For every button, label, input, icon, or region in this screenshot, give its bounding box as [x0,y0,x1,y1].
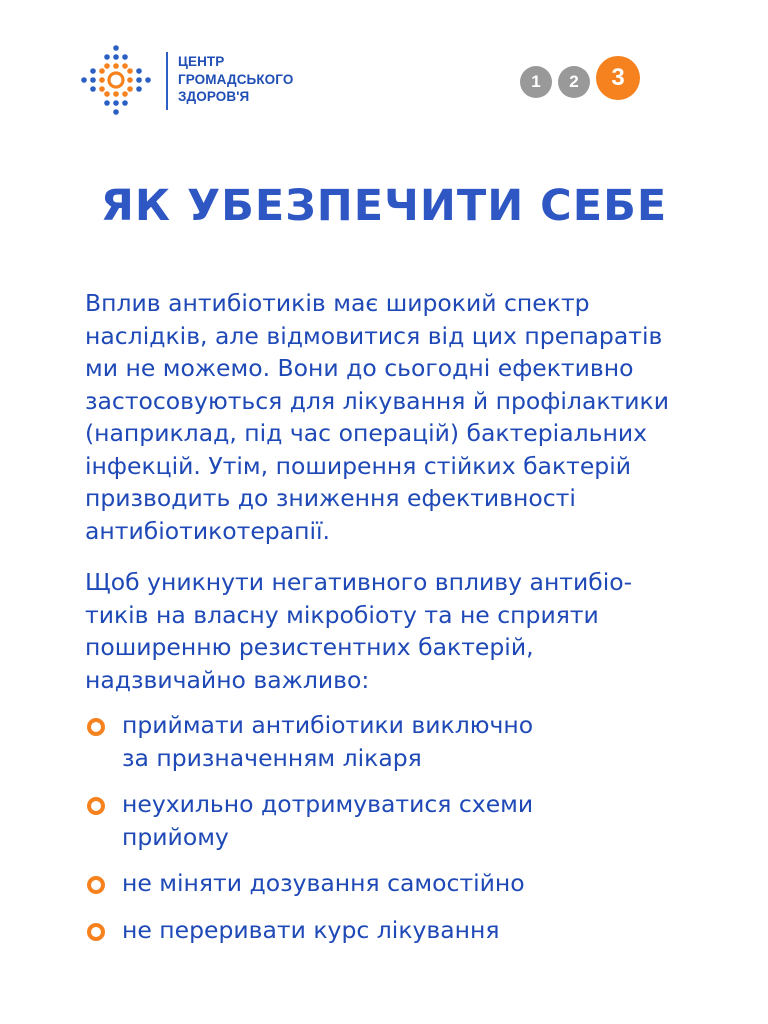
logo-org-name [178,53,308,106]
list-item [85,788,725,853]
list-item [85,914,725,947]
paragraph-line: інфекцій. Утім, поширення стійких бактерій [85,451,632,480]
paragraph-line: (наприклад, під час операцій) бактеріальних [85,419,648,447]
page-title: ЯК УБЕЗПЕЧИТИ СЕБЕ [100,181,668,231]
step-1-badge: 1 [520,66,552,98]
paragraph-line: наслідків, але відмовитися від цих препаратів [85,321,663,350]
advice-paragraph [85,566,725,696]
list-item-line: неухильно дотримуватися схеми [122,790,534,818]
paragraph-line: призводить до зниження ефективності [85,484,576,512]
logo-org-name-line: ЗДОРОВ'Я [178,89,250,104]
list-item [85,867,725,900]
paragraph-line: ми не можемо. Вони до сьогодні ефективно [85,354,634,382]
paragraph-line: надзвичайно важливо: [85,665,370,694]
paragraph-line: тиків на власну мікробіоту та не сприяти [85,600,599,629]
logo-divider [166,52,168,110]
step-2-badge: 2 [558,66,590,98]
list-item-line: приймати антибіотики виключно [122,711,534,739]
orange-ring-bullet-icon [87,876,105,894]
orange-ring-bullet-icon [87,718,105,736]
logo [80,44,300,114]
step-3-badge-active: 3 [596,56,640,100]
list-item-line: прийому [122,822,229,851]
paragraph-line: поширенню резистентних бактерій, [85,633,534,661]
orange-ring-bullet-icon [87,797,105,815]
advice-list [85,709,725,946]
intro-paragraph [85,287,725,547]
list-item-line: не переривати курс лікування [122,915,500,944]
list-item-line: за призначенням лікаря [122,743,422,772]
paragraph-line: застосовуються для лікування й профілактики [85,386,669,415]
step-indicator [520,56,650,100]
list-item [85,709,725,774]
list-item-line: не міняти дозування самостійно [122,869,525,897]
paragraph-line: Щоб уникнути негативного впливу антибіо- [85,568,633,596]
logo-org-name-line: ЦЕНТР [178,54,225,69]
orange-ring-bullet-icon [87,923,105,941]
public-health-center-logo-icon [80,44,152,116]
paragraph-line: антибіотикотерапії. [85,516,331,545]
paragraph-line: Вплив антибіотиків має широкий спектр [85,289,590,317]
logo-org-name-line: ГРОМАДСЬКОГО [178,71,294,87]
